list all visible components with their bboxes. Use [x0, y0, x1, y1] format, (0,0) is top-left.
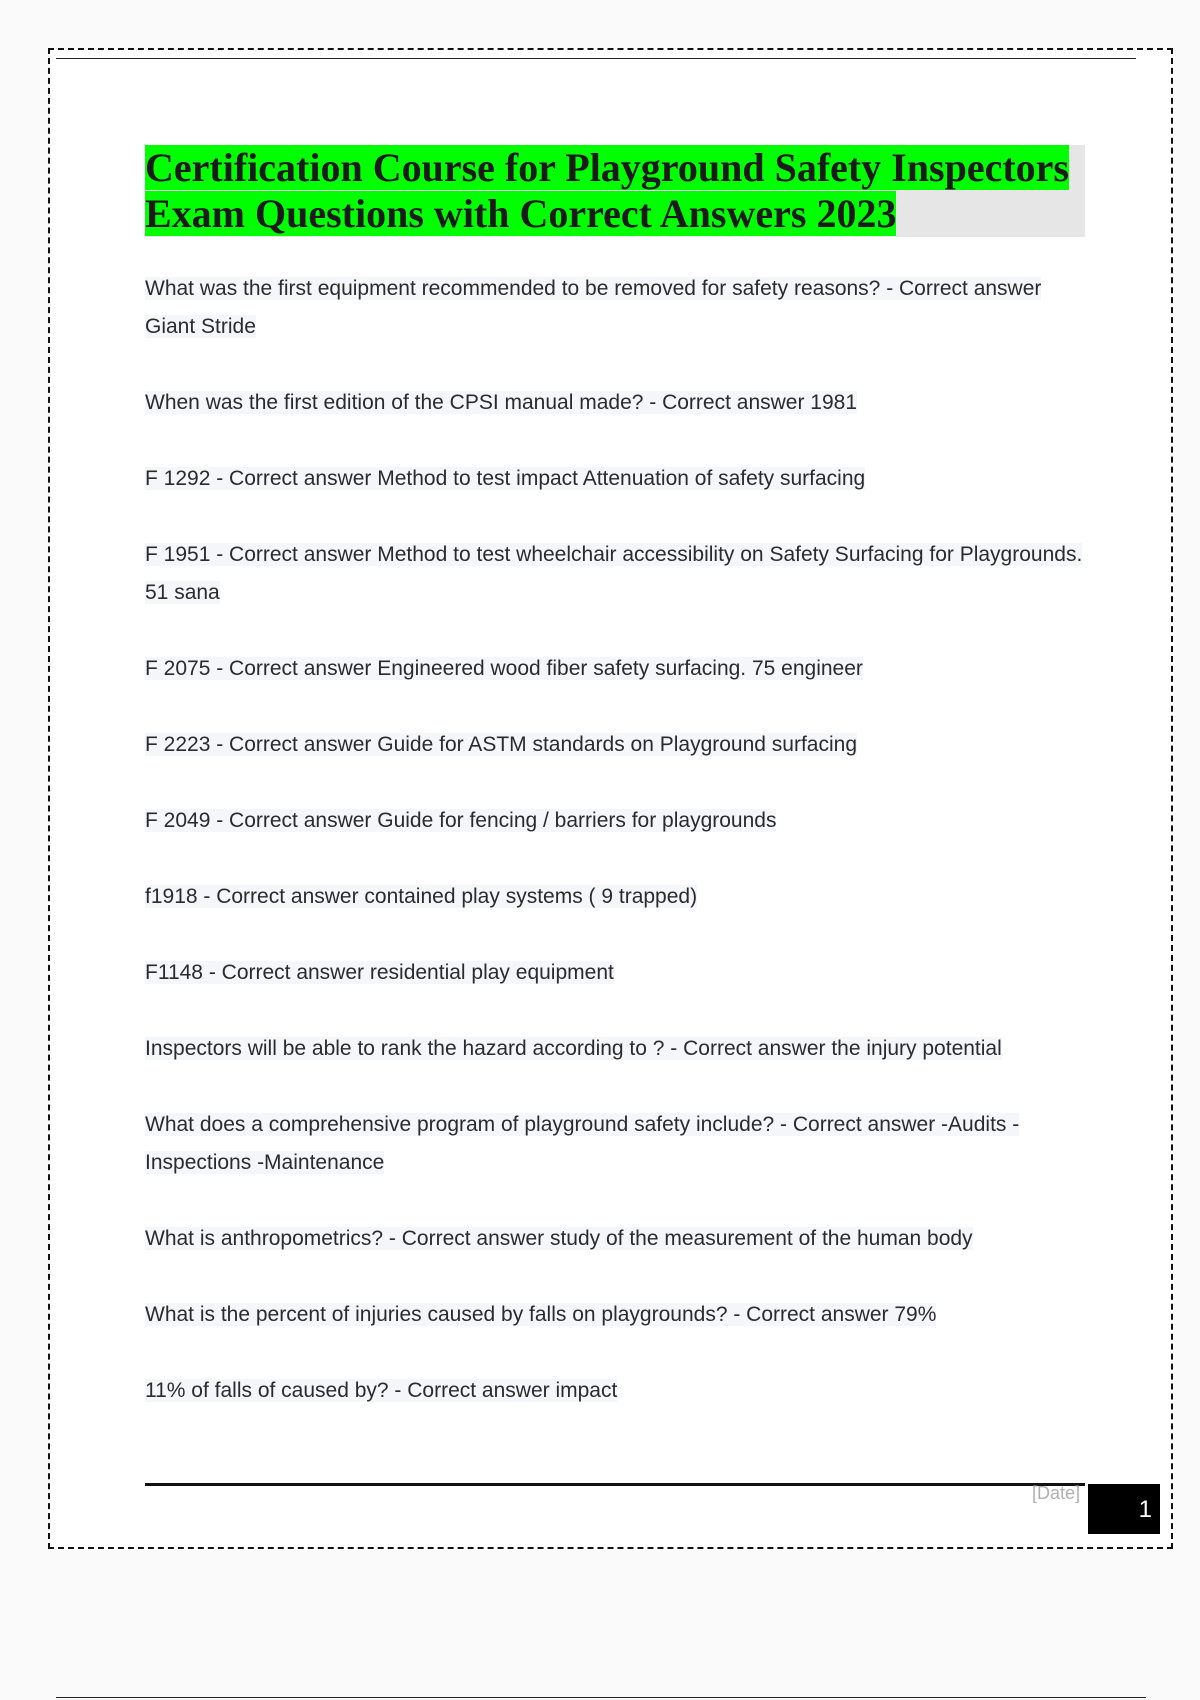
- qa-item-text: F 2223 - Correct answer Guide for ASTM standards on Playground surfacing: [145, 733, 858, 756]
- next-page-rule: [56, 1697, 1146, 1698]
- qa-item-text: What does a comprehensive program of playground safety include? - Correct answer -Audits -Inspections -Maintenance: [145, 1113, 1020, 1174]
- document-title: [145, 145, 1085, 237]
- qa-item: [145, 1030, 1085, 1068]
- qa-item: [145, 1106, 1085, 1182]
- qa-item: [145, 460, 1085, 498]
- qa-item: [145, 384, 1085, 422]
- qa-item: [145, 270, 1085, 346]
- qa-item: [145, 536, 1085, 612]
- qa-item-text: F 1292 - Correct answer Method to test impact Attenuation of safety surfacing: [145, 467, 866, 490]
- qa-item: [145, 726, 1085, 764]
- qa-item-text: What was the first equipment recommended to be removed for safety reasons? - Correct answer Giant Stride: [145, 277, 1042, 338]
- qa-item-text: F 1951 - Correct answer Method to test wheelchair accessibility on Safety Surfacing for Playgrounds. 51 sana: [145, 543, 1083, 604]
- title-line-1-text: Certification Course for Playground Safety Inspectors: [145, 145, 1069, 190]
- qa-item: [145, 1372, 1085, 1410]
- qa-item-text: What is anthropometrics? - Correct answer study of the measurement of the human body: [145, 1227, 973, 1250]
- title-line-2-text: Exam Questions with Correct Answers 2023: [145, 191, 897, 236]
- qa-item-text: F 2049 - Correct answer Guide for fencing / barriers for playgrounds: [145, 809, 777, 832]
- qa-list: [145, 270, 1085, 1448]
- footer-rule: [145, 1483, 1085, 1486]
- qa-item-text: F1148 - Correct answer residential play equipment: [145, 961, 614, 984]
- qa-item-text: When was the first edition of the CPSI manual made? - Correct answer 1981: [145, 391, 858, 414]
- qa-item: [145, 650, 1085, 688]
- qa-item-text: F 2075 - Correct answer Engineered wood fiber safety surfacing. 75 engineer: [145, 657, 863, 680]
- qa-item-text: 11% of falls of caused by? - Correct answer impact: [145, 1379, 618, 1402]
- qa-item-text: What is the percent of injuries caused by falls on playgrounds? - Correct answer 79%: [145, 1303, 937, 1326]
- qa-item: [145, 954, 1085, 992]
- page-number: 1: [1088, 1484, 1160, 1534]
- qa-item: [145, 802, 1085, 840]
- qa-item: [145, 1296, 1085, 1334]
- qa-item-text: Inspectors will be able to rank the hazard according to ? - Correct answer the injury potential: [145, 1037, 1002, 1060]
- footer-date: [Date]: [1031, 1483, 1080, 1503]
- header-rule: [56, 58, 1136, 59]
- qa-item-text: f1918 - Correct answer contained play systems ( 9 trapped): [145, 885, 698, 908]
- qa-item: [145, 878, 1085, 916]
- title-line-2: [145, 191, 1085, 237]
- title-line-1: [145, 145, 1085, 191]
- qa-item: [145, 1220, 1085, 1258]
